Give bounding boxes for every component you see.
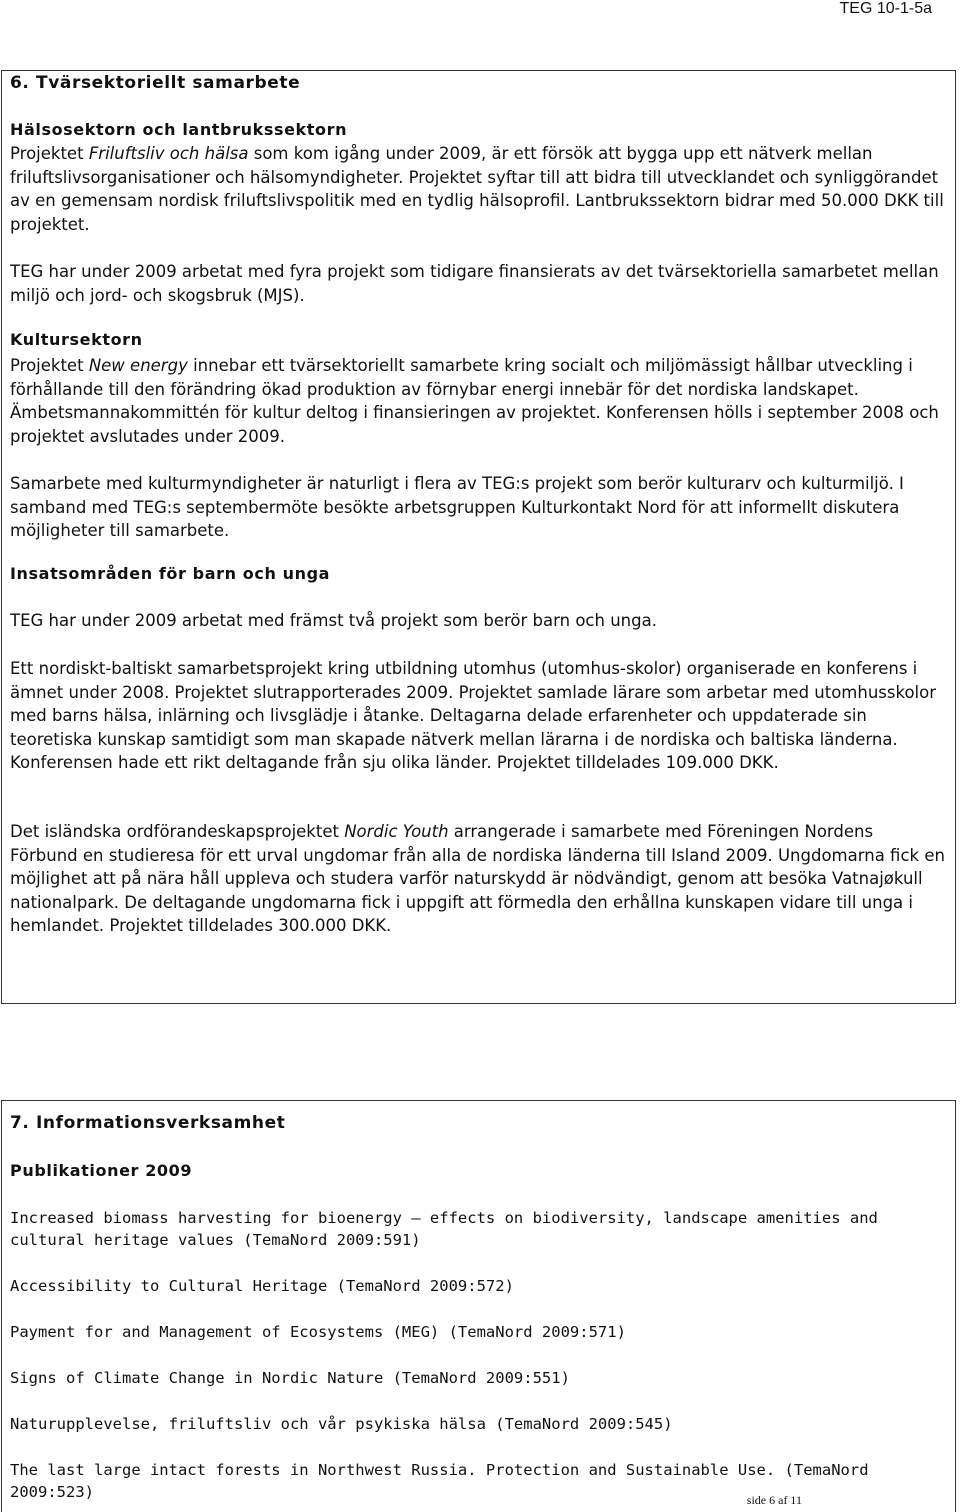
publications-heading: Publikationer 2009: [10, 1161, 193, 1180]
project-name-new-energy: New energy: [88, 356, 188, 375]
section-6-box: [1, 70, 956, 1004]
p1-lead: Projektet: [10, 144, 89, 163]
section-7-box: [1, 1100, 956, 1512]
project-name-nordic-youth: Nordic Youth: [344, 822, 449, 841]
section-6-title: 6. Tvärsektoriellt samarbete: [10, 73, 301, 93]
publication-item: The last large intact forests in Northwest Russia. Protection and Sustainable Use. (TemaNord 2009:523): [10, 1461, 869, 1501]
project-name-friluftsliv: Friluftsliv och hälsa: [88, 144, 249, 163]
publication-item: Increased biomass harvesting for bioenergy – effects on biodiversity, landscape amenities and cultural heritage values (TemaNord 2009:591): [10, 1209, 878, 1249]
p1-body: som kom igång under 2009, är ett försök att bygga upp ett nätverk mellan friluftslivsorganisationer och hälsomyndigheter. Projektet syftar till att bidra till utvecklandet och synliggörandet av en gemensam nordisk friluftslivspolitik med en tydlig hälsoprofil. Lantbrukssektorn bidrar med 50.000 DKK till projektet.: [10, 144, 944, 234]
paragraph-youth-intro: TEG har under 2009 arbetat med främst två projekt som berör barn och unga.: [10, 611, 657, 630]
paragraph-mjs: TEG har under 2009 arbetat med fyra projekt som tidigare finansierats av det tvärsektoriella samarbetet mellan miljö och jord- och skogsbruk (MJS).: [10, 262, 939, 305]
paragraph-outdoor-school: Ett nordiskt-baltiskt samarbetsprojekt kring utbildning utomhus (utomhus-skolor) organiserade en konferens i ämnet under 2008. Projektet slutrapporterades 2009. Projektet samlade lärare som arbetar med utomhusskolor med barns hälsa, inlärning och livsglädje i åtanke. Deltagarna delade erfarenheter och uppdaterade sin teoretiska kunskap samtidigt som man skapade nätverk mellan lärarna i de nordiska och baltiska länderna. Konferensen hade ett rikt deltagande från sju olika länder. Projektet tilldelades 109.000 DKK.: [10, 659, 937, 772]
publication-item: Accessibility to Cultural Heritage (TemaNord 2009:572): [10, 1277, 514, 1295]
p7-body: arrangerade i samarbete med Föreningen Nordens Förbund en studieresa för ett urval ungdomar från alla de nordiska länderna till Island 2009. Ungdomarna fick en möjlighet att på nära håll uppleva och studera varför naturskydd är nödvändigt, genom att besöka Vatnajøkull nationalpark. De deltagande ungdomarna fick i uppgift att förmedla den erhållna kunskapen vidare till unga i hemlandet. Projektet tilldelades 300.000 DKK.: [10, 822, 945, 935]
document-reference: TEG 10-1-5a: [839, 0, 932, 17]
publication-item: Payment for and Management of Ecosystems (MEG) (TemaNord 2009:571): [10, 1323, 626, 1341]
section-7-title: 7. Informationsverksamhet: [10, 1113, 286, 1133]
paragraph-kulturmyndigheter: Samarbete med kulturmyndigheter är naturligt i flera av TEG:s projekt som berör kulturarv och kulturmiljö. I samband med TEG:s septembermöte besökte arbetsgruppen Kulturkontakt Nord för att informellt diskutera möjligheter till samarbete.: [10, 474, 904, 540]
p3-body: innebar ett tvärsektoriellt samarbete kring socialt och miljömässigt hållbar utveckling i förhållande till den förändring ökad produktion av förnybar energi innebär för det nordiska landskapet. Ämbetsmannakommittén för kultur deltog i finansieringen av projektet. Konferensen hölls i september 2008 och projektet avslutades under 2009.: [10, 356, 939, 446]
paragraph-friluftsliv: [10, 142, 945, 236]
paragraph-nordic-youth: [10, 820, 945, 938]
youth-heading: Insatsområden för barn och unga: [10, 564, 331, 583]
p7-lead: Det isländska ordförandeskapsprojektet: [10, 822, 345, 841]
publication-item: Signs of Climate Change in Nordic Nature (TemaNord 2009:551): [10, 1369, 570, 1387]
p3-lead: Projektet: [10, 356, 89, 375]
culture-sector-heading: Kultursektorn: [10, 330, 143, 349]
publication-item: Naturupplevelse, friluftsliv och vår psykiska hälsa (TemaNord 2009:545): [10, 1415, 673, 1433]
paragraph-new-energy: [10, 354, 945, 448]
page-number: side 6 af 11: [746, 1493, 802, 1507]
health-sector-heading: Hälsosektorn och lantbrukssektorn: [10, 120, 348, 139]
